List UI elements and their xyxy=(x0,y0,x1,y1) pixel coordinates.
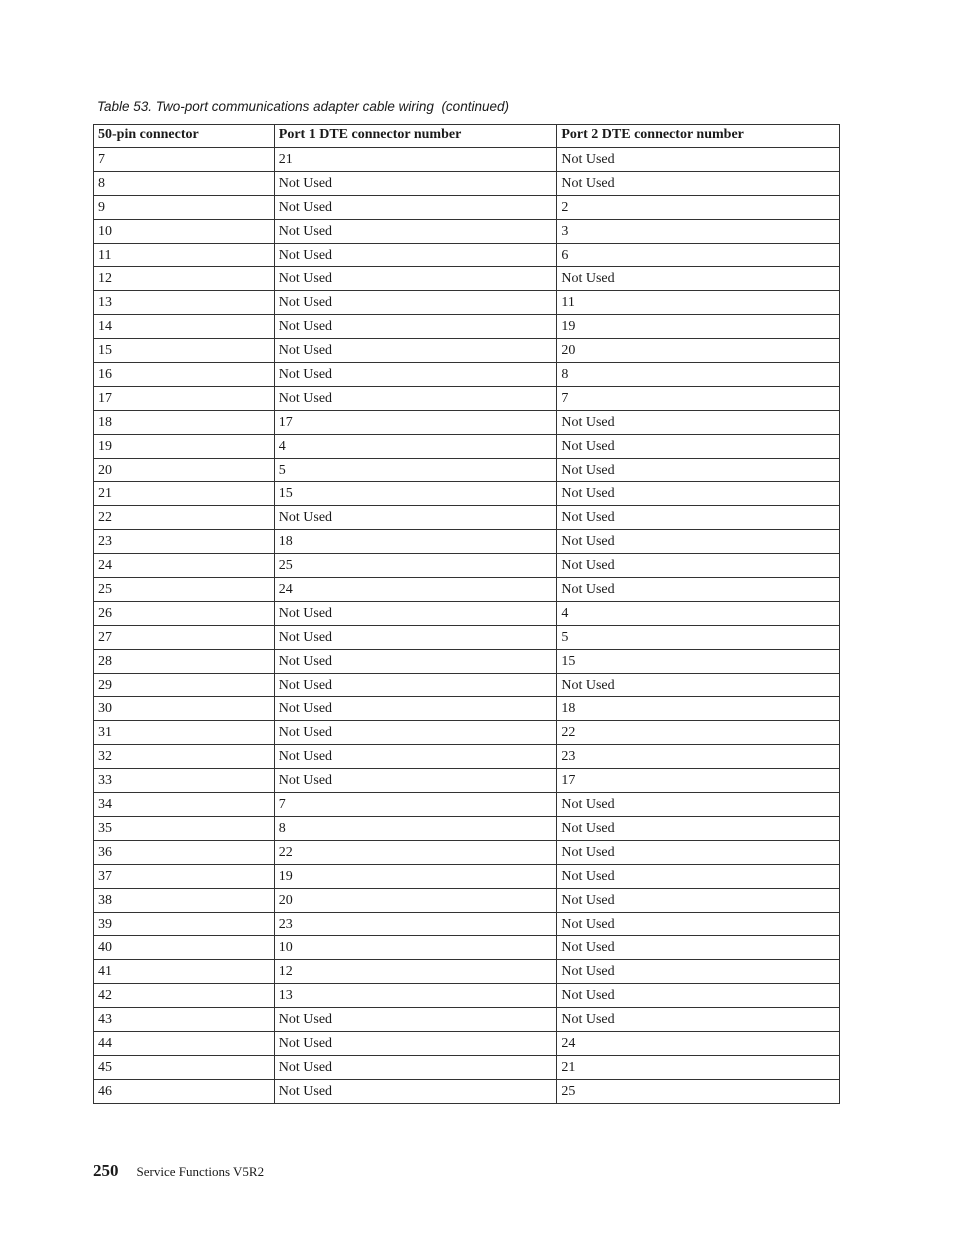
cell-port1-dte: Not Used xyxy=(274,339,557,363)
table-row xyxy=(94,960,840,984)
table-row xyxy=(94,315,840,339)
cell-port2-dte: 23 xyxy=(557,745,840,769)
table-row xyxy=(94,745,840,769)
cell-port1-dte: 4 xyxy=(274,434,557,458)
table-header-row xyxy=(94,125,840,148)
cell-50-pin-connector: 23 xyxy=(94,530,275,554)
table-row xyxy=(94,243,840,267)
cell-50-pin-connector: 32 xyxy=(94,745,275,769)
cell-port1-dte: Not Used xyxy=(274,506,557,530)
cell-port2-dte: 22 xyxy=(557,721,840,745)
cell-50-pin-connector: 30 xyxy=(94,697,275,721)
cell-port2-dte: Not Used xyxy=(557,578,840,602)
table-row xyxy=(94,769,840,793)
cell-50-pin-connector: 42 xyxy=(94,984,275,1008)
table-row xyxy=(94,1031,840,1055)
cell-50-pin-connector: 20 xyxy=(94,458,275,482)
cell-port1-dte: Not Used xyxy=(274,291,557,315)
cell-port2-dte: 2 xyxy=(557,195,840,219)
cell-50-pin-connector: 27 xyxy=(94,625,275,649)
cell-port1-dte: Not Used xyxy=(274,195,557,219)
cell-port1-dte: Not Used xyxy=(274,1079,557,1103)
table-row xyxy=(94,482,840,506)
cell-50-pin-connector: 39 xyxy=(94,912,275,936)
table-row xyxy=(94,434,840,458)
cell-port1-dte: Not Used xyxy=(274,745,557,769)
cell-port2-dte: Not Used xyxy=(557,960,840,984)
cell-50-pin-connector: 46 xyxy=(94,1079,275,1103)
cell-port1-dte: 8 xyxy=(274,816,557,840)
cell-port2-dte: Not Used xyxy=(557,888,840,912)
table-row xyxy=(94,864,840,888)
cell-port2-dte: Not Used xyxy=(557,936,840,960)
table-row xyxy=(94,936,840,960)
table-row xyxy=(94,554,840,578)
cell-port1-dte: Not Used xyxy=(274,769,557,793)
table-row xyxy=(94,1008,840,1032)
cell-port1-dte: 12 xyxy=(274,960,557,984)
cell-port2-dte: Not Used xyxy=(557,482,840,506)
cell-port1-dte: 19 xyxy=(274,864,557,888)
table-row xyxy=(94,148,840,172)
cell-port1-dte: Not Used xyxy=(274,673,557,697)
cell-port1-dte: 10 xyxy=(274,936,557,960)
cell-port2-dte: 4 xyxy=(557,601,840,625)
cell-port1-dte: Not Used xyxy=(274,315,557,339)
cell-port1-dte: Not Used xyxy=(274,171,557,195)
cell-50-pin-connector: 21 xyxy=(94,482,275,506)
cell-port2-dte: 11 xyxy=(557,291,840,315)
cell-port2-dte: 18 xyxy=(557,697,840,721)
cell-port2-dte: Not Used xyxy=(557,458,840,482)
cell-50-pin-connector: 18 xyxy=(94,410,275,434)
table-row xyxy=(94,339,840,363)
cell-port2-dte: 19 xyxy=(557,315,840,339)
table-row xyxy=(94,458,840,482)
table-row xyxy=(94,506,840,530)
column-header-port1-dte: Port 1 DTE connector number xyxy=(274,125,557,148)
cell-port1-dte: Not Used xyxy=(274,219,557,243)
table-row xyxy=(94,840,840,864)
cell-50-pin-connector: 25 xyxy=(94,578,275,602)
cell-port1-dte: 15 xyxy=(274,482,557,506)
cell-port1-dte: Not Used xyxy=(274,1055,557,1079)
cell-port2-dte: Not Used xyxy=(557,1008,840,1032)
table-row xyxy=(94,601,840,625)
column-header-port2-dte: Port 2 DTE connector number xyxy=(557,125,840,148)
cell-50-pin-connector: 33 xyxy=(94,769,275,793)
cell-50-pin-connector: 28 xyxy=(94,649,275,673)
cell-50-pin-connector: 10 xyxy=(94,219,275,243)
cell-50-pin-connector: 31 xyxy=(94,721,275,745)
cell-port2-dte: Not Used xyxy=(557,434,840,458)
cell-50-pin-connector: 40 xyxy=(94,936,275,960)
cell-port2-dte: Not Used xyxy=(557,410,840,434)
cell-port2-dte: Not Used xyxy=(557,816,840,840)
cell-port1-dte: Not Used xyxy=(274,697,557,721)
cell-50-pin-connector: 36 xyxy=(94,840,275,864)
cell-50-pin-connector: 14 xyxy=(94,315,275,339)
column-header-50-pin-connector: 50-pin connector xyxy=(94,125,275,148)
cell-port1-dte: 18 xyxy=(274,530,557,554)
cell-port1-dte: Not Used xyxy=(274,625,557,649)
cell-50-pin-connector: 11 xyxy=(94,243,275,267)
cell-port1-dte: 21 xyxy=(274,148,557,172)
table-row xyxy=(94,912,840,936)
table-body xyxy=(94,148,840,1104)
cell-port2-dte: 20 xyxy=(557,339,840,363)
cell-port1-dte: Not Used xyxy=(274,243,557,267)
cell-50-pin-connector: 16 xyxy=(94,363,275,387)
cell-50-pin-connector: 24 xyxy=(94,554,275,578)
cell-50-pin-connector: 12 xyxy=(94,267,275,291)
cell-50-pin-connector: 34 xyxy=(94,793,275,817)
table-row xyxy=(94,984,840,1008)
cell-port2-dte: Not Used xyxy=(557,530,840,554)
cell-port2-dte: Not Used xyxy=(557,673,840,697)
cable-wiring-table xyxy=(93,124,840,1104)
cell-50-pin-connector: 35 xyxy=(94,816,275,840)
cell-50-pin-connector: 13 xyxy=(94,291,275,315)
cell-50-pin-connector: 45 xyxy=(94,1055,275,1079)
cell-port2-dte: Not Used xyxy=(557,793,840,817)
table-header xyxy=(94,125,840,148)
cell-port2-dte: Not Used xyxy=(557,864,840,888)
cell-50-pin-connector: 22 xyxy=(94,506,275,530)
cell-port1-dte: Not Used xyxy=(274,649,557,673)
table-row xyxy=(94,530,840,554)
table-row xyxy=(94,793,840,817)
cell-50-pin-connector: 7 xyxy=(94,148,275,172)
cell-port1-dte: 22 xyxy=(274,840,557,864)
cell-50-pin-connector: 15 xyxy=(94,339,275,363)
cell-port1-dte: 5 xyxy=(274,458,557,482)
cell-port2-dte: 21 xyxy=(557,1055,840,1079)
table-row xyxy=(94,171,840,195)
cell-50-pin-connector: 8 xyxy=(94,171,275,195)
table-row xyxy=(94,721,840,745)
cell-port1-dte: Not Used xyxy=(274,363,557,387)
cell-port2-dte: Not Used xyxy=(557,171,840,195)
cell-port2-dte: 3 xyxy=(557,219,840,243)
cell-port1-dte: Not Used xyxy=(274,601,557,625)
cell-port2-dte: 17 xyxy=(557,769,840,793)
cell-port1-dte: 23 xyxy=(274,912,557,936)
table-row xyxy=(94,625,840,649)
cell-50-pin-connector: 19 xyxy=(94,434,275,458)
table-row xyxy=(94,888,840,912)
table-row xyxy=(94,219,840,243)
cell-port2-dte: 24 xyxy=(557,1031,840,1055)
cell-port1-dte: Not Used xyxy=(274,1031,557,1055)
cell-port2-dte: 5 xyxy=(557,625,840,649)
table-row xyxy=(94,386,840,410)
table-row xyxy=(94,1055,840,1079)
cell-port2-dte: 8 xyxy=(557,363,840,387)
table-caption-label: Table 53. Two-port communications adapter cable wiring xyxy=(97,99,434,114)
table-row xyxy=(94,267,840,291)
cell-50-pin-connector: 38 xyxy=(94,888,275,912)
table-caption xyxy=(97,99,509,114)
cell-port1-dte: 17 xyxy=(274,410,557,434)
cell-port1-dte: Not Used xyxy=(274,1008,557,1032)
table-row xyxy=(94,649,840,673)
cell-port2-dte: 25 xyxy=(557,1079,840,1103)
cell-50-pin-connector: 37 xyxy=(94,864,275,888)
cell-port1-dte: Not Used xyxy=(274,721,557,745)
cell-port2-dte: Not Used xyxy=(557,148,840,172)
cell-port1-dte: Not Used xyxy=(274,267,557,291)
cell-50-pin-connector: 41 xyxy=(94,960,275,984)
cell-50-pin-connector: 17 xyxy=(94,386,275,410)
cell-port2-dte: Not Used xyxy=(557,506,840,530)
cell-50-pin-connector: 43 xyxy=(94,1008,275,1032)
cell-port2-dte: 6 xyxy=(557,243,840,267)
page-number: 250 xyxy=(93,1161,119,1180)
cell-50-pin-connector: 44 xyxy=(94,1031,275,1055)
table-caption-continued: (continued) xyxy=(441,99,509,114)
table-row xyxy=(94,410,840,434)
cell-port2-dte: Not Used xyxy=(557,840,840,864)
table-row xyxy=(94,1079,840,1103)
table-row xyxy=(94,816,840,840)
cell-port2-dte: Not Used xyxy=(557,912,840,936)
cell-port1-dte: 13 xyxy=(274,984,557,1008)
cell-port2-dte: 15 xyxy=(557,649,840,673)
cell-port2-dte: 7 xyxy=(557,386,840,410)
table-row xyxy=(94,291,840,315)
document-title: Service Functions V5R2 xyxy=(136,1164,265,1179)
table-row xyxy=(94,673,840,697)
cell-port2-dte: Not Used xyxy=(557,984,840,1008)
cell-port2-dte: Not Used xyxy=(557,267,840,291)
table-row xyxy=(94,578,840,602)
cell-50-pin-connector: 9 xyxy=(94,195,275,219)
cell-port1-dte: 24 xyxy=(274,578,557,602)
table-row xyxy=(94,363,840,387)
cell-port1-dte: Not Used xyxy=(274,386,557,410)
table-row xyxy=(94,195,840,219)
cell-port1-dte: 25 xyxy=(274,554,557,578)
cell-port2-dte: Not Used xyxy=(557,554,840,578)
cell-50-pin-connector: 26 xyxy=(94,601,275,625)
page-footer xyxy=(93,1161,264,1181)
table-row xyxy=(94,697,840,721)
cell-50-pin-connector: 29 xyxy=(94,673,275,697)
cell-port1-dte: 20 xyxy=(274,888,557,912)
cell-port1-dte: 7 xyxy=(274,793,557,817)
